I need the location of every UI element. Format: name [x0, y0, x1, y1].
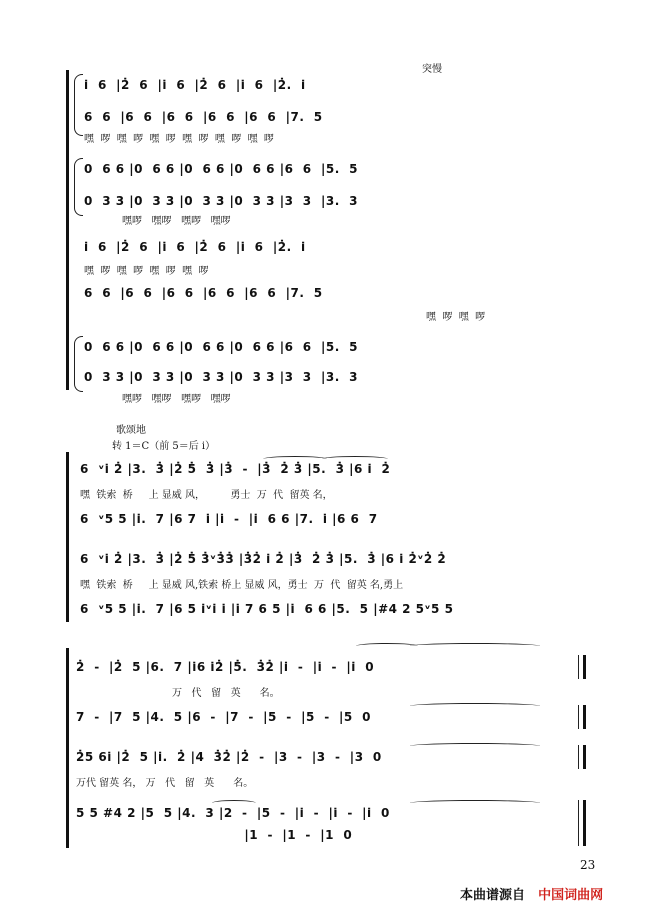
notation-row: |1 - |1 - |1 0	[76, 828, 353, 842]
notation-row: 6 ᵛ5 5 |i̇. 7 |6 5 i̇ᵛi̇ i̇ |i̇ 7 6 5 |i̇ 6 6 |5. 5 |#4 2 5ᵛ5 5	[80, 602, 454, 616]
tie-arc	[410, 703, 540, 709]
final-barline	[578, 800, 586, 846]
footer-site[interactable]: 中国词曲网	[538, 888, 604, 903]
part-brace	[74, 74, 83, 136]
system-bracket	[66, 648, 73, 848]
notation-row: 6 ᵛi̇ 2̇ |3. 3̇ |2̇ 5̇ 3̇ᵛ3̇3̇ |3̇2̇ i̇ 2̇ |3̇ 2̇ 3̇ |5. 3̇ |6 i̇ 2̇ᵛ2̇ 2̇	[80, 552, 447, 566]
part-brace	[74, 158, 83, 216]
lyric-row: 嘿 啰 嘿 啰 嘿 啰 嘿 啰 嘿 啰 嘿 啰	[84, 134, 274, 145]
notation-row: 6 ᵛ5 5 |i̇. 7 |6 7 i̇ |i̇ - |i̇ 6 6 |7. i̇ |6 6 7	[80, 512, 378, 526]
tie-arc	[212, 800, 256, 806]
tie-arc	[410, 743, 540, 749]
lyric-row: 嘿啰 嘿啰 嘿啰 嘿啰	[122, 216, 231, 227]
system-bracket	[66, 70, 73, 390]
final-barline	[578, 705, 586, 729]
notation-row: i̇ 6 |2̇ 6 |i̇ 6 |2̇ 6 |i̇ 6 |2̇. i̇	[84, 78, 306, 92]
notation-row: i̇ 6 |2̇ 6 |i̇ 6 |2̇ 6 |i̇ 6 |2̇. i̇	[84, 240, 306, 254]
lyric-row: 嘿啰 嘿啰 嘿啰 嘿啰	[122, 394, 231, 405]
notation-row: 0 3 3 |0 3 3 |0 3 3 |0 3 3 |3 3 |3. 3	[84, 194, 358, 208]
page-number: 23	[580, 858, 596, 872]
notation-row: 0 6 6 |0 6 6 |0 6 6 |0 6 6 |6 6 |5. 5	[84, 162, 358, 176]
lyric-row: 嘿 铁索 桥 上 显威 风,铁索 桥上 显威 风，勇士 万 代 留英 名,勇上	[80, 580, 404, 591]
final-barline	[578, 655, 586, 679]
tie-arc	[322, 456, 388, 462]
footer	[460, 884, 603, 903]
tie-arc	[263, 456, 327, 462]
tie-arc	[410, 643, 540, 649]
notation-row: 0 3 3 |0 3 3 |0 3 3 |0 3 3 |3 3 |3. 3	[84, 370, 358, 384]
notation-row: 6 6 |6 6 |6 6 |6 6 |6 6 |7. 5	[84, 286, 323, 300]
lyric-row: 嘿 铁索 桥 上 显威 风， 勇士 万 代 留英 名，	[80, 490, 333, 501]
notation-row: 2̇5 6i̇ |2̇ 5 |i̇. 2̇ |4 3̇2̇ |2̇ - |3 - |3 - |3 0	[76, 750, 382, 764]
system-bracket	[66, 452, 73, 622]
lyric-row: 嘿 啰 嘿 啰	[426, 312, 486, 323]
key-change: 转 1＝C（前 5＝后 i）	[112, 441, 216, 452]
notation-row: 7 - |7 5 |4. 5 |6 - |7 - |5 - |5 - |5 0	[76, 710, 371, 724]
tie-arc	[410, 800, 540, 806]
lyric-row: 万 代 留 英 名。	[172, 688, 280, 699]
tempo-mark-slow: 突慢	[422, 64, 442, 75]
final-barline	[578, 745, 586, 769]
footer-source: 本曲谱源自	[460, 888, 526, 903]
notation-row: 2̇ - |2̇ 5 |6. 7 |i̇6 i̇2̇ |5̇. 3̇2̇ |i̇ - |i̇ - |i̇ 0	[76, 660, 375, 674]
tempo-mark-sing: 歌颂地	[116, 425, 146, 436]
notation-row: 5 5 #4 2 |5 5 |4. 3 |2 - |5 - |i̇ - |i̇ - |i̇ 0	[76, 806, 390, 820]
notation-row: 6 ᵛi̇ 2̇ |3. 3̇ |2̇ 5̇ 3̇ |3̇ - |3̇ 2̇ 3̇ |5. 3̇ |6 i̇ 2̇	[80, 462, 391, 476]
lyric-row: 万代 留英 名， 万 代 留 英 名。	[76, 778, 254, 789]
tie-arc	[356, 643, 418, 649]
notation-row: 6 6 |6 6 |6 6 |6 6 |6 6 |7. 5	[84, 110, 323, 124]
lyric-row: 嘿 啰 嘿 啰 嘿 啰 嘿 啰	[84, 266, 209, 277]
part-brace	[74, 336, 83, 392]
notation-row: 0 6 6 |0 6 6 |0 6 6 |0 6 6 |6 6 |5. 5	[84, 340, 358, 354]
